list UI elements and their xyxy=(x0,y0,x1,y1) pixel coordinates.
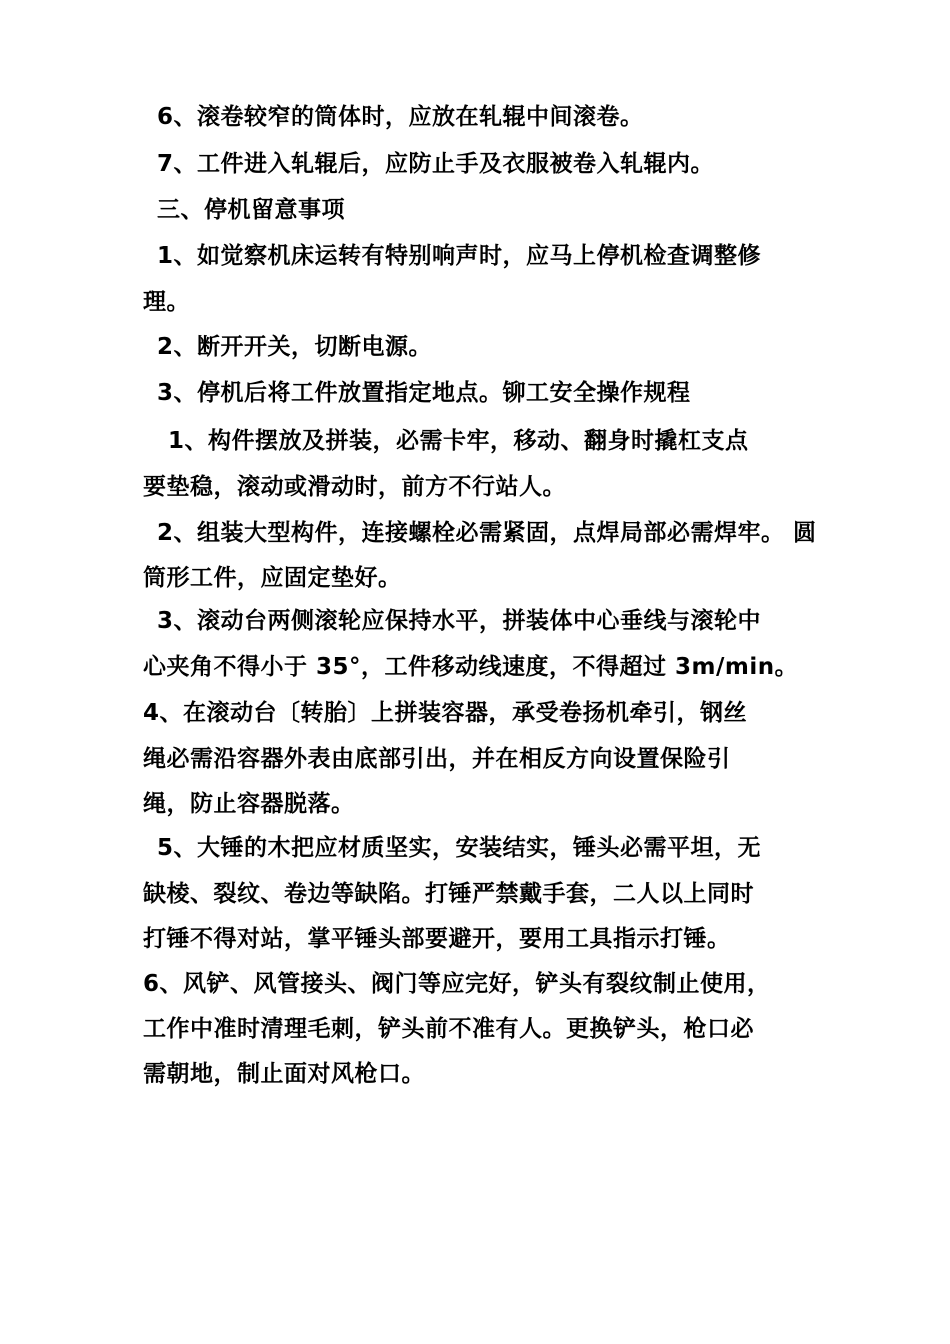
section-heading: 三、停机留意事项 xyxy=(157,197,345,223)
text-line: 绳，防止容器脱落。 xyxy=(143,791,355,817)
text-line: 3、停机后将工件放置指定地点。铆工安全操作规程 xyxy=(157,380,691,406)
text-line: 打锤不得对站，掌平锤头部要避开，要用工具指示打锤。 xyxy=(143,926,731,952)
text-line: 需朝地，制止面对风枪口。 xyxy=(143,1061,425,1087)
text-line: 心夹角不得小于 35°，工件移动线速度，不得超过 3m/min。 xyxy=(143,654,799,680)
text-line: 4、在滚动台〔转胎〕上拼装容器，承受卷扬机牵引，钢丝 xyxy=(143,700,748,726)
text-line: 筒形工件，应固定垫好。 xyxy=(143,565,402,591)
text-line: 3、滚动台两侧滚轮应保持水平，拼装体中心垂线与滚轮中 xyxy=(157,608,762,634)
text-line: 工作中准时清理毛刺，铲头前不准有人。更换铲头，枪口必 xyxy=(143,1016,754,1042)
text-line: 1、如觉察机床运转有特别响声时，应马上停机检查调整修 xyxy=(157,243,762,269)
text-line: 6、风铲、风管接头、阀门等应完好，铲头有裂纹制止使用， xyxy=(143,971,771,997)
text-line: 理。 xyxy=(143,289,190,315)
text-line: 缺棱、裂纹、卷边等缺陷。打锤严禁戴手套，二人以上同时 xyxy=(143,881,754,907)
text-line: 7、工件进入轧辊后，应防止手及衣服被卷入轧辊内。 xyxy=(157,151,715,177)
text-line: 2、断开开关，切断电源。 xyxy=(157,334,433,360)
text-line: 2、组装大型构件，连接螺栓必需紧固，点焊局部必需焊牢。 圆 xyxy=(157,520,817,546)
text-line: 要垫稳，滚动或滑动时，前方不行站人。 xyxy=(143,474,566,500)
text-line: 1、构件摆放及拼装，必需卡牢，移动、翻身时撬杠支点 xyxy=(168,428,749,454)
text-line: 5、大锤的木把应材质坚实，安装结实，锤头必需平坦，无 xyxy=(157,835,762,861)
text-line: 绳必需沿容器外表由底部引出，并在相反方向设置保险引 xyxy=(143,746,731,772)
text-line: 6、滚卷较窄的筒体时，应放在轧辊中间滚卷。 xyxy=(157,104,644,130)
